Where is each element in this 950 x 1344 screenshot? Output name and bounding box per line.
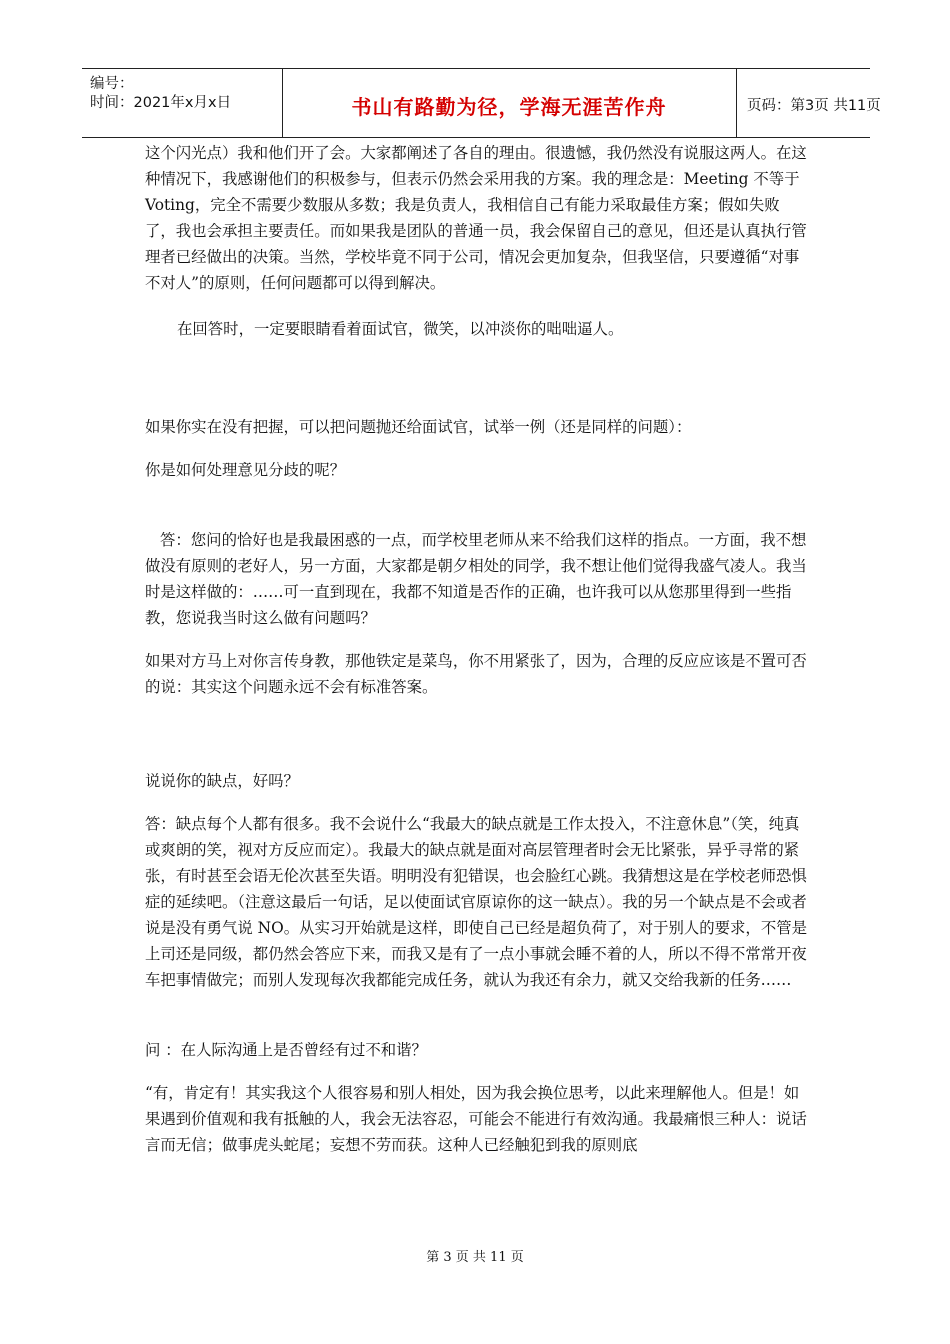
header-motto-cell	[282, 69, 737, 137]
number-label: 编号：	[90, 76, 134, 92]
page-number-label: 页码：第3页 共11页	[747, 98, 881, 114]
paragraph-1: 这个闪光点）我和他们开了会。大家都阐述了各自的理由。很遗憾，我仍然没有说服这两人。在这种情况下，我感谢他们的积极参与，但表示仍然会采用我的方案。我的理念是：Meeting 不等于 Voting，完全不需要少数服从多数；我是负责人，我相信自己有能力采取最佳方案；假如失败了，我也会承担主要责任。而如果我是团队的普通一员，我会保留自己的意见，但还是认真执行管理者已经做出的决策。当然，学校毕竟不同于公司，情况会更加复杂，但我坚信，只要遵循“对事不对人”的原则，任何问题都可以得到解决。	[145, 144, 807, 292]
date-label: 时间：2021年x月x日	[90, 95, 232, 111]
paragraph-2: 在回答时，一定要眼睛看着面试官，微笑，以冲淡你的咄咄逼人。	[177, 320, 624, 338]
document-header	[82, 68, 881, 138]
paragraph-9: 问 ：在人际沟通上是否曾经有过不和谐？	[145, 1041, 427, 1059]
paragraph-7: 说说你的缺点，好吗？	[145, 772, 299, 790]
paragraph-6: 如果对方马上对你言传身教，那他铁定是菜鸟，你不用紧张了，因为，合理的反应应该是不置可否的说：其实这个问题永远不会有标准答案。	[145, 652, 807, 696]
paragraph-4: 你是如何处理意见分歧的呢？	[145, 461, 346, 479]
paragraph-10: “有，肯定有！其实我这个人很容易和别人相处，因为我会换位思考，以此来理解他人。但是！如果遇到价值观和我有抵触的人，我会无法容忍，可能会不能进行有效沟通。我最痛恨三种人：说话言而无信；做事虎头蛇尾；妄想不劳而获。这种人已经触犯到我的原则底	[145, 1084, 807, 1154]
document-body	[145, 140, 810, 1158]
motto: 书山有路勤为径，学海无涯苦作舟	[351, 95, 667, 119]
page-footer: 第 3 页 共 11 页	[426, 1250, 524, 1265]
paragraph-8: 答：缺点每个人都有很多。我不会说什么“我最大的缺点就是工作太投入，不注意休息”（笑，纯真或爽朗的笑，视对方反应而定）。我最大的缺点就是面对高层管理者时会无比紧张，异乎寻常的紧张，有时甚至会语无伦次甚至失语。明明没有犯错误，也会脸红心跳。我猜想这是在学校老师恐惧症的延续吧。（注意这最后一句话，足以使面试官原谅你的这一缺点）。我的另一个缺点是不会或者说是没有勇气说 NO。从实习开始就是这样，即使自己已经是超负荷了，对于别人的要求，不管是上司还是同级，都仍然会答应下来，而我又是有了一点小事就会睡不着的人，所以不得不常常开夜车把事情做完；而别人发现每次我都能完成任务，就认为我还有余力，就又交给我新的任务……	[145, 815, 807, 989]
paragraph-5: 答：您问的恰好也是我最困惑的一点，而学校里老师从来不给我们这样的指点。一方面，我不想做没有原则的老好人，另一方面，大家都是朝夕相处的同学，我不想让他们觉得我盛气凌人。我当时是这样做的：……可一直到现在，我都不知道是否作的正确，也许我可以从您那里得到一些指教，您说我当时这么做有问题吗？	[145, 531, 807, 627]
header-page-cell	[737, 69, 881, 137]
paragraph-3: 如果你实在没有把握，可以把问题抛还给面试官，试举一例（还是同样的问题）：	[145, 418, 692, 436]
header-info-cell	[82, 69, 283, 137]
